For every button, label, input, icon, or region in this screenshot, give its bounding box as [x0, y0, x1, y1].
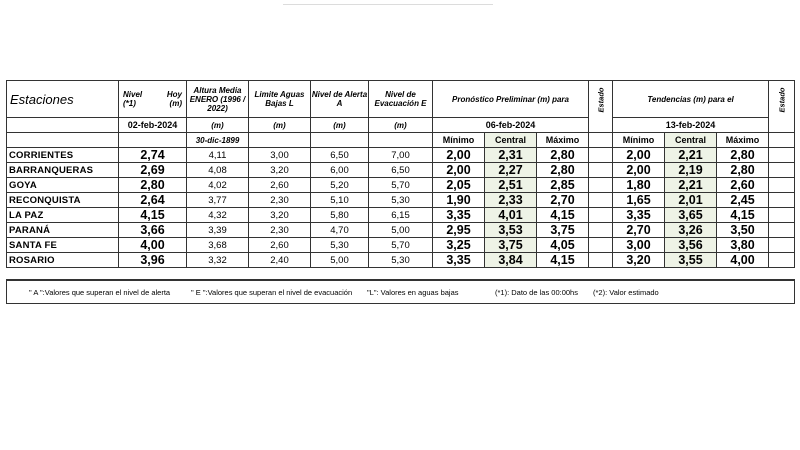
pronostico-central-cell: 2,31	[485, 148, 537, 163]
pronostico-minimo: Mínimo	[433, 133, 485, 148]
date-row	[7, 118, 795, 133]
estado-cell	[589, 178, 613, 193]
alerta-unit: (m)	[311, 118, 369, 133]
header-estaciones: Estaciones	[7, 81, 119, 118]
estado-cell	[589, 238, 613, 253]
header-altura-media: Altura Media ENERO (1996 / 2022)	[187, 81, 249, 118]
tendencias-minimo-cell: 2,00	[613, 163, 665, 178]
evacuacion-unit: (m)	[369, 118, 433, 133]
limite-aguas-bajas-cell: 3,20	[249, 163, 311, 178]
limite-aguas-bajas-cell: 2,60	[249, 238, 311, 253]
table-body	[7, 148, 795, 268]
altura-media-cell: 4,32	[187, 208, 249, 223]
limite-aguas-bajas-cell: 3,20	[249, 208, 311, 223]
blank-cell	[369, 133, 433, 148]
header-alerta: Nivel de Alerta A	[311, 81, 369, 118]
tendencias-minimo-cell: 1,65	[613, 193, 665, 208]
blank-cell	[7, 118, 119, 133]
nivel-hoy-cell: 2,80	[119, 178, 187, 193]
estado-2-cell	[769, 223, 795, 238]
tendencias-maximo-cell: 2,80	[717, 148, 769, 163]
top-divider	[283, 4, 493, 5]
pronostico-minimo-cell: 3,35	[433, 253, 485, 268]
header-pronostico: Pronóstico Preliminar (m) para	[433, 81, 589, 118]
altura-media-cell: 3,39	[187, 223, 249, 238]
legend-nota-2: (*2): Valor estimado	[593, 287, 659, 297]
table-row	[7, 193, 795, 208]
nivel-hoy-cell: 2,74	[119, 148, 187, 163]
altura-media-cell: 4,02	[187, 178, 249, 193]
station-name-cell: CORRIENTES	[7, 148, 119, 163]
nivel-label-1: Nivel	[123, 90, 143, 99]
pronostico-date: 06-feb-2024	[433, 118, 589, 133]
legend-aguas-bajas: "L": Valores en aguas bajas	[367, 287, 459, 297]
station-name-cell: RECONQUISTA	[7, 193, 119, 208]
pronostico-maximo: Máximo	[537, 133, 589, 148]
tendencias-maximo-cell: 3,80	[717, 238, 769, 253]
nivel-date: 02-feb-2024	[119, 118, 187, 133]
header-tendencias: Tendencias (m) para el	[613, 81, 769, 118]
header-nivel	[119, 81, 187, 118]
estado-cell	[589, 163, 613, 178]
tendencias-minimo: Mínimo	[613, 133, 665, 148]
estado-cell	[589, 253, 613, 268]
tendencias-maximo-cell: 2,80	[717, 163, 769, 178]
legend	[7, 280, 795, 304]
pronostico-central-cell: 2,51	[485, 178, 537, 193]
nivel-label-4: (m)	[169, 99, 182, 108]
blank-cell	[249, 133, 311, 148]
estado-cell	[589, 208, 613, 223]
legend-row	[7, 280, 795, 304]
pronostico-maximo-cell: 2,85	[537, 178, 589, 193]
nivel-hoy-cell: 3,96	[119, 253, 187, 268]
altura-media-cell: 3,77	[187, 193, 249, 208]
nivel-alerta-cell: 5,00	[311, 253, 369, 268]
nivel-alerta-cell: 6,00	[311, 163, 369, 178]
nivel-evacuacion-cell: 5,30	[369, 253, 433, 268]
table-row	[7, 223, 795, 238]
nivel-label-2: Hoy	[166, 90, 182, 99]
nivel-alerta-cell: 5,10	[311, 193, 369, 208]
estado-2-cell	[769, 238, 795, 253]
nivel-evacuacion-cell: 5,30	[369, 193, 433, 208]
nivel-hoy-cell: 4,15	[119, 208, 187, 223]
estado-2-cell	[769, 193, 795, 208]
pronostico-maximo-cell: 2,70	[537, 193, 589, 208]
legend-alerta: " A ":Valores que superan el nivel de alerta	[29, 287, 171, 297]
nivel-evacuacion-cell: 5,00	[369, 223, 433, 238]
altura-date: 30-dic-1899	[187, 133, 249, 148]
pronostico-minimo-cell: 2,00	[433, 163, 485, 178]
station-name-cell: BARRANQUERAS	[7, 163, 119, 178]
header-limite: Limite Aguas Bajas L	[249, 81, 311, 118]
tendencias-minimo-cell: 3,20	[613, 253, 665, 268]
nivel-alerta-cell: 4,70	[311, 223, 369, 238]
tendencias-central-cell: 3,56	[665, 238, 717, 253]
pronostico-central-cell: 2,33	[485, 193, 537, 208]
tendencias-minimo-cell: 2,70	[613, 223, 665, 238]
estado-2-cell	[769, 163, 795, 178]
tendencias-maximo-cell: 4,00	[717, 253, 769, 268]
pronostico-minimo-cell: 2,00	[433, 148, 485, 163]
estado-2-cell	[769, 178, 795, 193]
blank-cell	[119, 133, 187, 148]
altura-unit: (m)	[187, 118, 249, 133]
pronostico-central-cell: 4,01	[485, 208, 537, 223]
table-row	[7, 148, 795, 163]
tendencias-central-cell: 3,55	[665, 253, 717, 268]
tendencias-maximo-cell: 2,45	[717, 193, 769, 208]
altura-media-cell: 3,68	[187, 238, 249, 253]
nivel-evacuacion-cell: 7,00	[369, 148, 433, 163]
nivel-alerta-cell: 5,80	[311, 208, 369, 223]
nivel-alerta-cell: 5,30	[311, 238, 369, 253]
pronostico-minimo-cell: 2,05	[433, 178, 485, 193]
estado-cell	[589, 223, 613, 238]
blank-cell	[769, 133, 795, 148]
legend-evacuacion: " E ":Valores que superan el nivel de evacuación	[191, 287, 353, 297]
station-name-cell: PARANÁ	[7, 223, 119, 238]
pronostico-central-cell: 3,84	[485, 253, 537, 268]
estado-2-cell	[769, 148, 795, 163]
blank-cell	[589, 133, 613, 148]
pronostico-maximo-cell: 2,80	[537, 163, 589, 178]
blank-cell	[7, 268, 795, 281]
tendencias-central-cell: 3,65	[665, 208, 717, 223]
table-row	[7, 238, 795, 253]
altura-media-cell: 3,32	[187, 253, 249, 268]
limite-aguas-bajas-cell: 2,40	[249, 253, 311, 268]
nivel-evacuacion-cell: 5,70	[369, 178, 433, 193]
station-name-cell: SANTA FE	[7, 238, 119, 253]
tendencias-central-cell: 2,01	[665, 193, 717, 208]
tendencias-minimo-cell: 3,35	[613, 208, 665, 223]
nivel-alerta-cell: 6,50	[311, 148, 369, 163]
pronostico-central: Central	[485, 133, 537, 148]
tendencias-minimo-cell: 3,00	[613, 238, 665, 253]
tendencias-date: 13-feb-2024	[613, 118, 769, 133]
altura-media-cell: 4,11	[187, 148, 249, 163]
table-row	[7, 253, 795, 268]
estado-2-cell	[769, 253, 795, 268]
estado-2-cell	[769, 208, 795, 223]
station-name-cell: GOYA	[7, 178, 119, 193]
header-row	[7, 81, 795, 118]
pronostico-central-cell: 3,53	[485, 223, 537, 238]
tendencias-maximo-cell: 4,15	[717, 208, 769, 223]
legend-nota-1: (*1): Dato de las 00:00hs	[495, 287, 578, 297]
pronostico-central-cell: 3,75	[485, 238, 537, 253]
nivel-hoy-cell: 2,64	[119, 193, 187, 208]
tendencias-maximo-cell: 2,60	[717, 178, 769, 193]
altura-media-cell: 4,08	[187, 163, 249, 178]
pronostico-central-cell: 2,27	[485, 163, 537, 178]
pronostico-minimo-cell: 1,90	[433, 193, 485, 208]
pronostico-minimo-cell: 3,35	[433, 208, 485, 223]
tendencias-central: Central	[665, 133, 717, 148]
tendencias-minimo-cell: 1,80	[613, 178, 665, 193]
limite-aguas-bajas-cell: 2,30	[249, 223, 311, 238]
pronostico-maximo-cell: 4,15	[537, 208, 589, 223]
pronostico-maximo-cell: 4,15	[537, 253, 589, 268]
tendencias-central-cell: 3,26	[665, 223, 717, 238]
blank-cell	[7, 133, 119, 148]
table-row	[7, 178, 795, 193]
pronostico-minimo-cell: 3,25	[433, 238, 485, 253]
tendencias-central-cell: 2,21	[665, 148, 717, 163]
nivel-evacuacion-cell: 6,15	[369, 208, 433, 223]
limite-unit: (m)	[249, 118, 311, 133]
limite-aguas-bajas-cell: 2,60	[249, 178, 311, 193]
nivel-hoy-cell: 2,69	[119, 163, 187, 178]
tendencias-maximo: Máximo	[717, 133, 769, 148]
pronostico-maximo-cell: 2,80	[537, 148, 589, 163]
nivel-hoy-cell: 4,00	[119, 238, 187, 253]
nivel-label-3: (*1)	[123, 99, 136, 108]
nivel-evacuacion-cell: 5,70	[369, 238, 433, 253]
tendencias-central-cell: 2,19	[665, 163, 717, 178]
tendencias-maximo-cell: 3,50	[717, 223, 769, 238]
station-name-cell: LA PAZ	[7, 208, 119, 223]
pronostico-minimo-cell: 2,95	[433, 223, 485, 238]
limite-aguas-bajas-cell: 3,00	[249, 148, 311, 163]
nivel-alerta-cell: 5,20	[311, 178, 369, 193]
pronostico-maximo-cell: 4,05	[537, 238, 589, 253]
limite-aguas-bajas-cell: 2,30	[249, 193, 311, 208]
header-evacuacion: Nivel de Evacuación E	[369, 81, 433, 118]
nivel-evacuacion-cell: 6,50	[369, 163, 433, 178]
tendencias-minimo-cell: 2,00	[613, 148, 665, 163]
estado-cell	[589, 193, 613, 208]
subheader-row	[7, 133, 795, 148]
tendencias-central-cell: 2,21	[665, 178, 717, 193]
estado-cell	[589, 148, 613, 163]
table-row	[7, 163, 795, 178]
nivel-hoy-cell: 3,66	[119, 223, 187, 238]
header-estado-2: Estado	[769, 81, 795, 133]
river-levels-table	[6, 80, 795, 304]
station-name-cell: ROSARIO	[7, 253, 119, 268]
blank-cell	[311, 133, 369, 148]
table-row	[7, 208, 795, 223]
spacer-row	[7, 268, 795, 281]
pronostico-maximo-cell: 3,75	[537, 223, 589, 238]
header-estado: Estado	[589, 81, 613, 133]
